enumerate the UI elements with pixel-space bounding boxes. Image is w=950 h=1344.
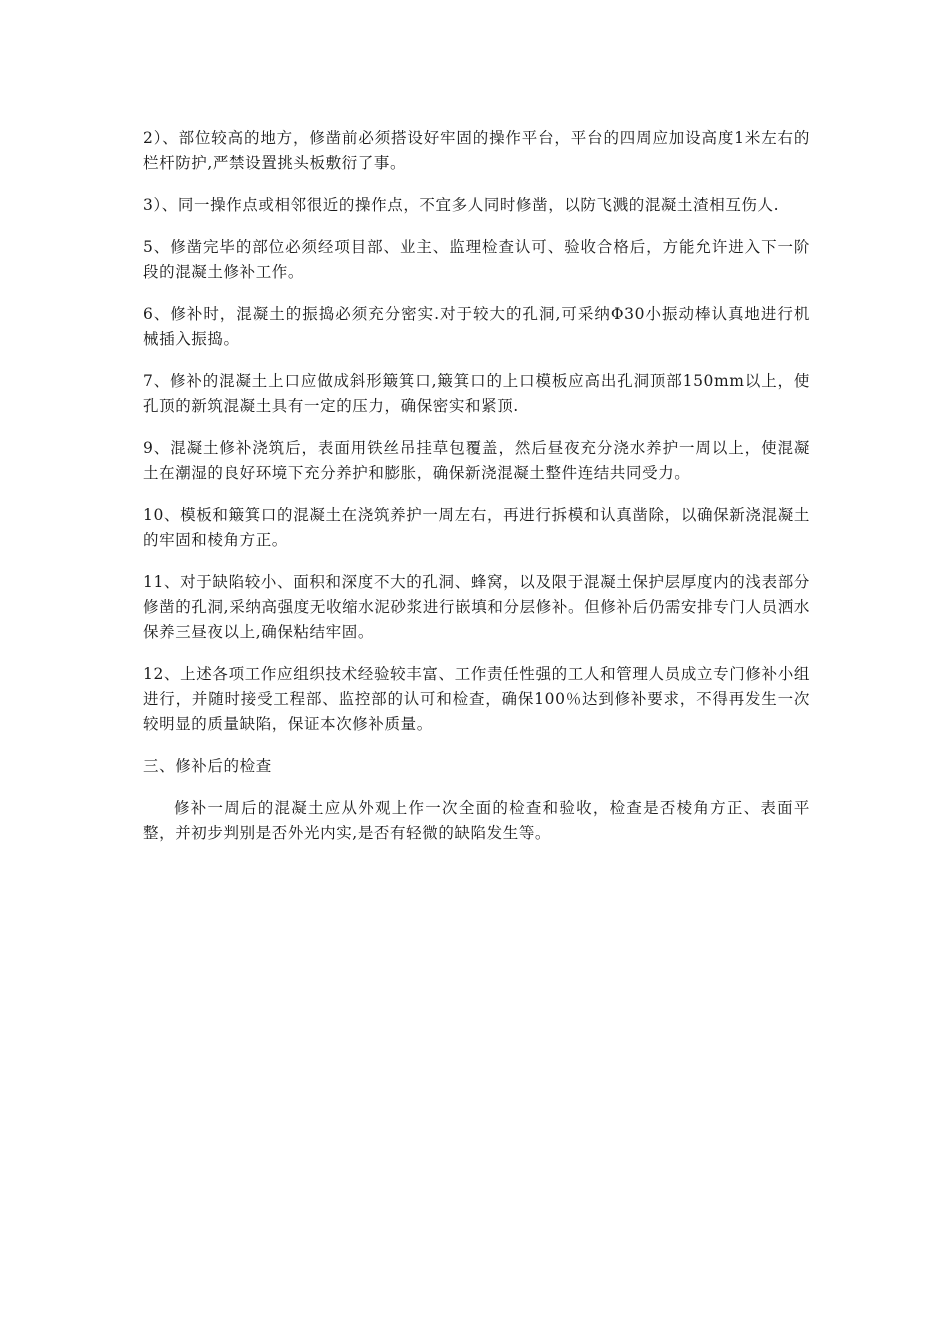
- paragraph-item-12: 12、上述各项工作应组织技术经验较丰富、工作责任性强的工人和管理人员成立专门修补小组进行，并随时接受工程部、监控部的认可和检查，确保100％达到修补要求，不得再发生一次较明显的质量缺陷，保证本次修补质量。: [143, 665, 810, 733]
- paragraph-item-7: 7、修补的混凝土上口应做成斜形簸箕口,簸箕口的上口模板应高出孔洞顶部150mm以上，使孔顶的新筑混凝土具有一定的压力，确保密实和紧顶.: [143, 372, 810, 415]
- section-heading: 三、修补后的检查: [143, 757, 272, 775]
- paragraph-item-10: 10、模板和簸箕口的混凝土在浇筑养护一周左右，再进行拆模和认真凿除，以确保新浇混凝土的牢固和棱角方正。: [143, 506, 810, 549]
- paragraph-item-6: 6、修补时，混凝土的振捣必须充分密实.对于较大的孔洞,可采纳Φ30小振动棒认真地进行机械插入振捣。: [143, 305, 810, 348]
- paragraph-item-5: 5、修凿完毕的部位必须经项目部、业主、监理检查认可、验收合格后，方能允许进入下一阶段的混凝土修补工作。: [143, 238, 810, 281]
- paragraph-item-2: 2）、部位较高的地方，修凿前必须搭设好牢固的操作平台，平台的四周应加设高度1米左右的栏杆防护,严禁设置挑头板敷衍了事。: [143, 129, 810, 172]
- paragraph-item-3: 3）、同一操作点或相邻很近的操作点，不宜多人同时修凿，以防飞溅的混凝土渣相互伤人.: [143, 196, 780, 214]
- paragraph-item-9: 9、混凝土修补浇筑后，表面用铁丝吊挂草包覆盖，然后昼夜充分浇水养护一周以上，使混凝土在潮湿的良好环境下充分养护和膨胀，确保新浇混凝土整件连结共同受力。: [143, 439, 810, 482]
- paragraph-inspection: 修补一周后的混凝土应从外观上作一次全面的检查和验收，检查是否棱角方正、表面平整，并初步判别是否外光内实,是否有轻微的缺陷发生等。: [143, 799, 810, 842]
- document-body: [143, 126, 810, 863]
- paragraph-item-11: 11、对于缺陷较小、面积和深度不大的孔洞、蜂窝，以及限于混凝土保护层厚度内的浅表部分修凿的孔洞,采纳高强度无收缩水泥砂浆进行嵌填和分层修补。但修补后仍需安排专门人员洒水保养三昼夜以上,确保粘结牢固。: [143, 573, 810, 641]
